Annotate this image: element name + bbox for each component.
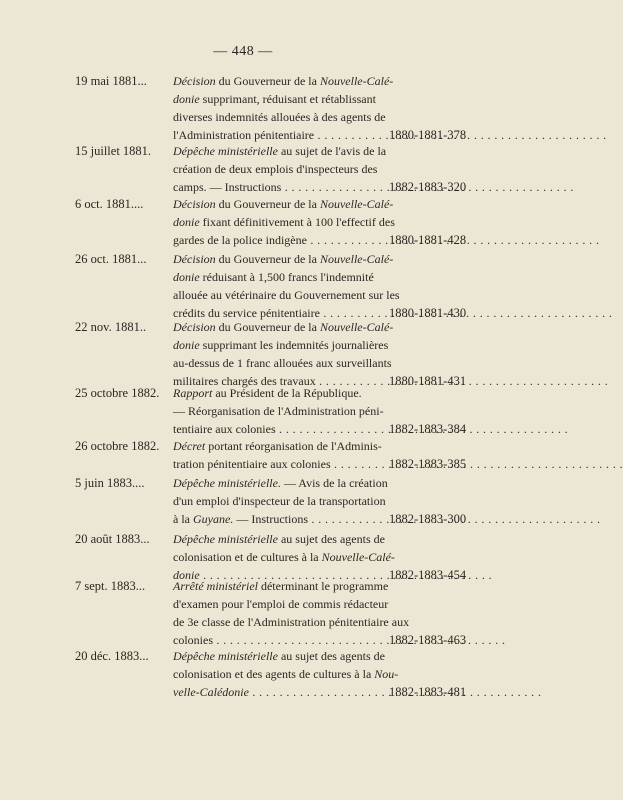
italic-term: Guyane. [193, 512, 234, 526]
description-line [173, 384, 387, 402]
entry-description [173, 474, 387, 528]
italic-term: Nouvelle-Calé- [319, 74, 394, 88]
line-text: — Réorganisation de l'Administration péni- [173, 404, 384, 418]
description-line [173, 530, 387, 548]
line-text: fixant définitivement à 100 l'effectif des [199, 215, 395, 229]
italic-term: donie [173, 338, 200, 352]
description-line [173, 195, 394, 213]
entry-description [173, 437, 387, 473]
italic-term: Décision [173, 74, 216, 88]
description-line [173, 90, 387, 108]
italic-term: Décision [173, 320, 216, 334]
italic-term: Nouvelle-Calé- [319, 320, 394, 334]
line-text: tentiaire aux colonies [173, 422, 276, 436]
line-text: d'examen pour l'emploi de commis rédacteur [173, 597, 389, 611]
entry-description [173, 384, 387, 438]
line-text: au Président de la République. [212, 386, 362, 400]
line-text: du Gouverneur de la [215, 320, 320, 334]
entry-date: 5 juin 1883.... [75, 476, 145, 490]
entry-description [173, 72, 394, 144]
line-text: portant réorganisation de l'Adminis- [205, 439, 382, 453]
entry-reference: 1880-1881-431 [389, 374, 467, 388]
description-line [173, 160, 387, 178]
entry-date: 22 nov. 1881.. [75, 320, 147, 334]
line-text: au sujet de l'avis de la [277, 144, 387, 158]
line-text: militaires chargés des travaux [173, 374, 316, 388]
description-line [173, 613, 410, 631]
line-text: supprimant les indemnités journalières [199, 338, 389, 352]
entry-date: 20 août 1883... [75, 532, 150, 546]
description-line [173, 510, 387, 528]
italic-term: Rapport [173, 386, 213, 400]
line-text: au sujet des agents de [277, 532, 385, 546]
italic-term: Décision [173, 252, 216, 266]
line-text: à la [173, 512, 193, 526]
line-text: — Instructions [233, 512, 308, 526]
description-line [173, 178, 387, 196]
description-line [173, 318, 394, 336]
italic-term: Nou- [374, 667, 399, 681]
line-text: déterminant le programme [257, 579, 389, 593]
italic-term: Arrêté ministériel [173, 579, 258, 593]
line-text: de 3e classe de l'Administration pénitentiaire aux [173, 615, 410, 629]
italic-term: Décret [173, 439, 206, 453]
description-line [173, 142, 387, 160]
entry-reference: 1882-1883-454 [389, 568, 467, 582]
entry-description [173, 250, 400, 322]
line-text: colonisation et de cultures à la [173, 550, 322, 564]
entry-date: 6 oct. 1881.... [75, 197, 144, 211]
description-line [173, 108, 387, 126]
description-line [173, 250, 394, 268]
line-text: création de deux emplois d'inspecteurs des [173, 162, 378, 176]
line-text: du Gouverneur de la [215, 74, 320, 88]
italic-term: donie [173, 215, 200, 229]
description-line [173, 336, 387, 354]
entry-reference: 1880-1881-378 [389, 128, 467, 142]
description-line [173, 474, 387, 492]
description-line [173, 683, 387, 701]
line-text: tration pénitentiaire aux colonies [173, 457, 331, 471]
description-line [173, 492, 387, 510]
entry-reference: 1882-1883-385 [389, 457, 467, 471]
italic-term: Dépêche ministérielle. [173, 476, 281, 490]
italic-term: velle-Calédonie [173, 685, 249, 699]
description-line [173, 455, 387, 473]
entry-description [173, 142, 387, 196]
description-line [173, 595, 387, 613]
entry-description [173, 647, 399, 701]
line-text: réduisant à 1,500 francs l'indemnité [199, 270, 374, 284]
line-text: au-dessus de 1 franc allouées aux surveillants [173, 356, 392, 370]
italic-term: Décision [173, 197, 216, 211]
line-text: du Gouverneur de la [215, 197, 320, 211]
entry-reference: 1880-1881-430 [389, 306, 467, 320]
description-line [173, 665, 399, 683]
line-text: gardes de la police indigène [173, 233, 307, 247]
italic-term: donie [173, 270, 200, 284]
page-number: — 448 — [213, 44, 273, 59]
description-line [173, 268, 387, 286]
italic-term: Nouvelle-Calé- [319, 197, 394, 211]
line-text: colonies [173, 633, 213, 647]
entry-description [173, 530, 395, 584]
description-line [173, 354, 392, 372]
line-text: crédits du service pénitentiaire [173, 306, 320, 320]
description-line [173, 286, 400, 304]
line-text: allouée au vétérinaire du Gouvernement sur les [173, 288, 400, 302]
entry-date: 20 déc. 1883... [75, 649, 149, 663]
entry-reference: 1880-1881-428 [389, 233, 467, 247]
entry-date: 25 octobre 1882. [75, 386, 160, 400]
entry-reference: 1882-1883-463 [389, 633, 467, 647]
description-line [173, 72, 394, 90]
entry-reference: 1882-1883-300 [389, 512, 467, 526]
description-line [173, 577, 387, 595]
italic-term: Nouvelle-Calé- [321, 550, 395, 564]
description-line [173, 231, 387, 249]
description-line [173, 213, 395, 231]
entry-reference: 1882-1883-320 [389, 180, 467, 194]
italic-term: Nouvelle-Calé- [319, 252, 394, 266]
italic-term: Dépêche ministérielle [173, 532, 278, 546]
entry-date: 15 juillet 1881. [75, 144, 152, 158]
entry-reference: 1882-1883-384 [389, 422, 467, 436]
description-line [173, 402, 387, 420]
entry-description [173, 195, 395, 249]
entry-description [173, 577, 410, 649]
description-line [173, 548, 395, 566]
italic-term: donie [173, 568, 200, 582]
italic-term: Dépêche ministérielle [173, 144, 278, 158]
line-text: — Avis de la création [280, 476, 388, 490]
line-text: au sujet des agents de [277, 649, 385, 663]
line-text: du Gouverneur de la [215, 252, 320, 266]
entry-reference: 1882-1883-481 [389, 685, 467, 699]
line-text: l'Administration pénitentiaire [173, 128, 315, 142]
italic-term: donie [173, 92, 200, 106]
entry-date: 7 sept. 1883... [75, 579, 146, 593]
italic-term: Dépêche ministérielle [173, 649, 278, 663]
entry-date: 26 oct. 1881... [75, 252, 147, 266]
entry-date: 26 octobre 1882. [75, 439, 160, 453]
line-text: colonisation et des agents de cultures à la [173, 667, 375, 681]
entry-date: 19 mai 1881... [75, 74, 147, 88]
line-text: supprimant, réduisant et rétablissant [199, 92, 376, 106]
description-line [173, 437, 387, 455]
line-text: camps. — Instructions [173, 180, 282, 194]
entry-description [173, 318, 394, 390]
line-text: d'un emploi d'inspecteur de la transportation [173, 494, 386, 508]
description-line [173, 420, 387, 438]
description-line [173, 647, 387, 665]
line-text: diverses indemnités allouées à des agents de [173, 110, 386, 124]
